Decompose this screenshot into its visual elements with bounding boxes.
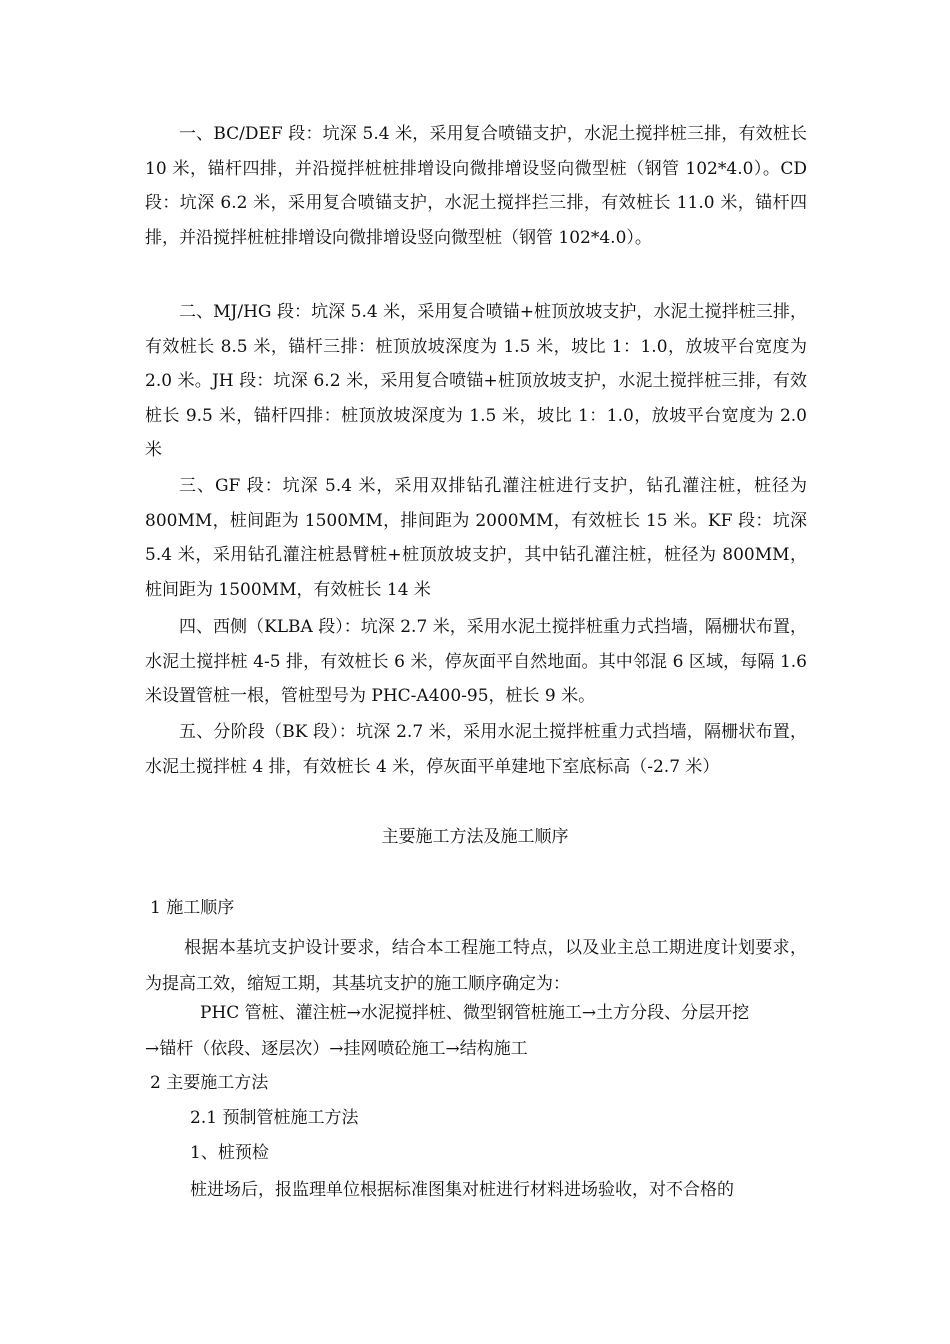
construction-order-title: 1 施工顺序 <box>150 898 235 918</box>
construction-flow-line-2: →锚杆（依段、逐层次）→挂网喷砼施工→结构施工 <box>145 1039 528 1059</box>
pile-precheck-title: 1、桩预检 <box>190 1143 269 1163</box>
construction-order-text: 根据本基坑支护设计要求，结合本工程施工特点，以及业主总工期进度计划要求，为提高工效，缩短工期，其基坑支护的施工顺序确定为： <box>145 938 807 994</box>
pile-precheck-text: 桩进场后，报监理单位根据标准图集对桩进行材料进场验收，对不合格的 <box>190 1180 734 1200</box>
section-paragraph-5: 五、分阶段（BK 段）：坑深 2.7 米，采用水泥土搅拌桩重力式挡墙，隔栅状布置，水泥土搅拌桩 4 排，有效桩长 4 米，停灰面平单建地下室底标高（-2.7 米） <box>145 722 807 777</box>
section-paragraph-4: 四、西侧（KLBA 段）：坑深 2.7 米，采用水泥土搅拌桩重力式挡墙，隔栅状布置，水泥土搅拌桩 4-5 排，有效桩长 6 米，停灰面平自然地面。其中邻混 6 区域，每隔 1.6 米设置管桩一根，管桩型号为 PHC-A400-95，桩长 9 米。 <box>145 617 807 706</box>
section-paragraph-2: 二、MJ/HG 段：坑深 5.4 米，采用复合喷锚+桩顶放坡支护，水泥土搅拌桩三排，有效桩长 8.5 米，锚杆三排：桩顶放坡深度为 1.5 米，坡比 1：1.0，放坡平台宽度为 2.0 米。JH 段：坑深 6.2 米，采用复合喷锚+桩顶放坡支护，水泥土搅拌桩三排，有效桩长 9.5 米，锚杆四排：桩顶放坡深度为 1.5 米，坡比 1：1.0，放坡平台宽度为 2.0 米 <box>145 302 807 460</box>
section-paragraph-1: 一、BC/DEF 段：坑深 5.4 米，采用复合喷锚支护，水泥土搅拌桩三排，有效桩长 10 米，锚杆四排，并沿搅拌桩桩排增设向微排增设竖向微型桩（钢管 102*4.0）。CD 段：坑深 6.2 米，采用复合喷锚支护，水泥土搅拌拦三排，有效桩长 11.0 米，锚杆四排，并沿搅拌桩桩排增设向微排增设竖向微型桩（钢管 102*4.0）。 <box>145 124 807 248</box>
section-paragraph-3: 三、GF 段：坑深 5.4 米，采用双排钻孔灌注桩进行支护，钻孔灌注桩，桩径为 800MM，桩间距为 1500MM，排间距为 2000MM，有效桩长 15 米。KF 段：坑深 5.4 米，采用钻孔灌注桩悬臂桩+桩顶放坡支护，其中钻孔灌注桩，桩径为 800MM，桩间距为 1500MM，有效桩长 14 米 <box>145 476 807 600</box>
main-methods-title: 2 主要施工方法 <box>150 1073 269 1093</box>
main-heading: 主要施工方法及施工顺序 <box>381 827 569 847</box>
precast-pile-method-title: 2.1 预制管桩施工方法 <box>190 1108 359 1128</box>
construction-flow-line-1: PHC 管桩、灌注桩→水泥搅拌桩、微型钢管桩施工→土方分段、分层开挖 <box>200 1003 750 1023</box>
